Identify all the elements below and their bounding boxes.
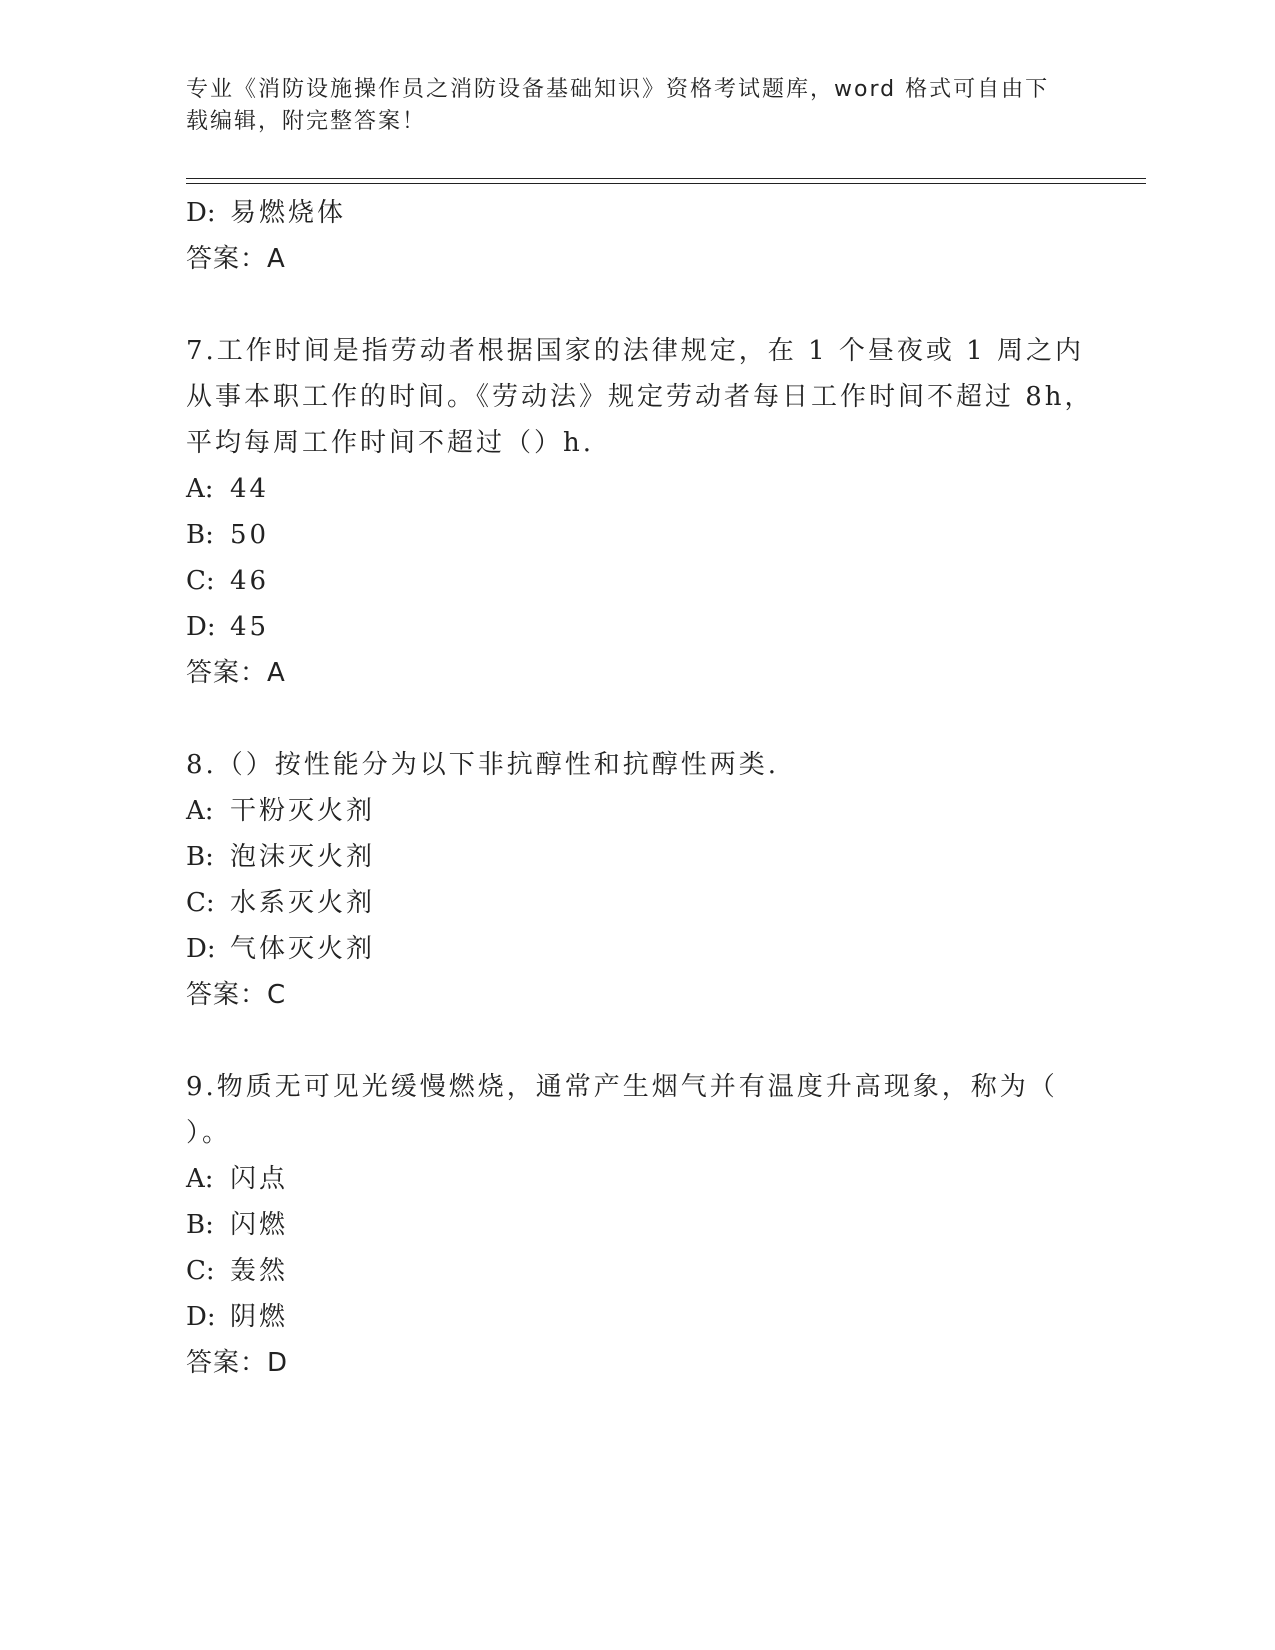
spacer xyxy=(186,282,1086,328)
option-d xyxy=(186,926,1086,972)
answer-label: 答案： xyxy=(186,658,268,688)
answer-7 xyxy=(186,650,1086,696)
option-b xyxy=(186,512,1086,558)
question-8 xyxy=(186,742,1086,788)
option-key: B: xyxy=(186,842,214,872)
option-key: D: xyxy=(186,1302,216,1332)
option-d-prev xyxy=(186,190,1086,236)
question-text-line: 9.物质无可见光缓慢燃烧，通常产生烟气并有温度升高现象，称为（ xyxy=(186,1072,1058,1102)
option-key: D: xyxy=(186,934,216,964)
header-line-1: 专业《消防设施操作员之消防设备基础知识》资格考试题库，word 格式可自由下 xyxy=(186,77,1050,102)
option-key: B: xyxy=(186,520,214,550)
option-key: A: xyxy=(186,796,214,826)
option-key: D: xyxy=(186,198,216,228)
option-text: 50 xyxy=(230,520,270,550)
option-key: C: xyxy=(186,1256,215,1286)
document-body xyxy=(186,190,1094,1386)
option-c xyxy=(186,880,1086,926)
option-text: 气体灭火剂 xyxy=(230,934,376,964)
option-text: 46 xyxy=(230,566,270,596)
option-text: 44 xyxy=(230,474,270,504)
question-9 xyxy=(186,1064,1086,1156)
answer-label: 答案： xyxy=(186,980,268,1010)
option-text: 易燃烧体 xyxy=(230,198,347,228)
answer-value: A xyxy=(267,244,286,274)
option-text: 闪点 xyxy=(230,1164,289,1194)
option-text: 闪燃 xyxy=(230,1210,289,1240)
option-b xyxy=(186,1202,1086,1248)
header-line-2: 载编辑，附完整答案！ xyxy=(186,109,427,134)
header-divider-bottom xyxy=(186,183,1146,184)
option-key: B: xyxy=(186,1210,214,1240)
question-text-line: 平均每周工作时间不超过（）h. xyxy=(186,428,595,458)
question-text-line: 7.工作时间是指劳动者根据国家的法律规定，在 1 个昼夜或 1 周之内 xyxy=(186,336,1084,366)
question-text-line: ）。 xyxy=(186,1118,232,1148)
option-key: D: xyxy=(186,612,216,642)
option-text: 水系灭火剂 xyxy=(230,888,376,918)
answer-9 xyxy=(186,1340,1086,1386)
option-d xyxy=(186,1294,1086,1340)
option-a xyxy=(186,788,1086,834)
option-a xyxy=(186,1156,1086,1202)
spacer xyxy=(186,1018,1086,1064)
option-b xyxy=(186,834,1086,880)
option-key: A: xyxy=(186,1164,214,1194)
header-divider-top xyxy=(186,178,1146,179)
option-text: 泡沫灭火剂 xyxy=(230,842,376,872)
answer-value: D xyxy=(267,1348,289,1378)
question-text-line: 从事本职工作的时间。《劳动法》规定劳动者每日工作时间不超过 8h， xyxy=(186,382,1094,412)
spacer xyxy=(186,696,1086,742)
option-key: A: xyxy=(186,474,214,504)
option-d xyxy=(186,604,1086,650)
option-text: 干粉灭火剂 xyxy=(230,796,376,826)
option-text: 阴燃 xyxy=(230,1302,289,1332)
question-7 xyxy=(186,328,1094,466)
option-text: 轰然 xyxy=(230,1256,289,1286)
answer-value: C xyxy=(267,980,287,1010)
option-c xyxy=(186,558,1086,604)
answer-label: 答案： xyxy=(186,244,268,274)
option-key: C: xyxy=(186,566,215,596)
answer-label: 答案： xyxy=(186,1348,268,1378)
answer-prev xyxy=(186,236,1086,282)
document-header xyxy=(186,74,1066,138)
answer-value: A xyxy=(267,658,286,688)
option-text: 45 xyxy=(230,612,270,642)
option-c xyxy=(186,1248,1086,1294)
option-key: C: xyxy=(186,888,215,918)
question-text-line: 8.（）按性能分为以下非抗醇性和抗醇性两类. xyxy=(186,750,780,780)
answer-8 xyxy=(186,972,1086,1018)
option-a xyxy=(186,466,1086,512)
